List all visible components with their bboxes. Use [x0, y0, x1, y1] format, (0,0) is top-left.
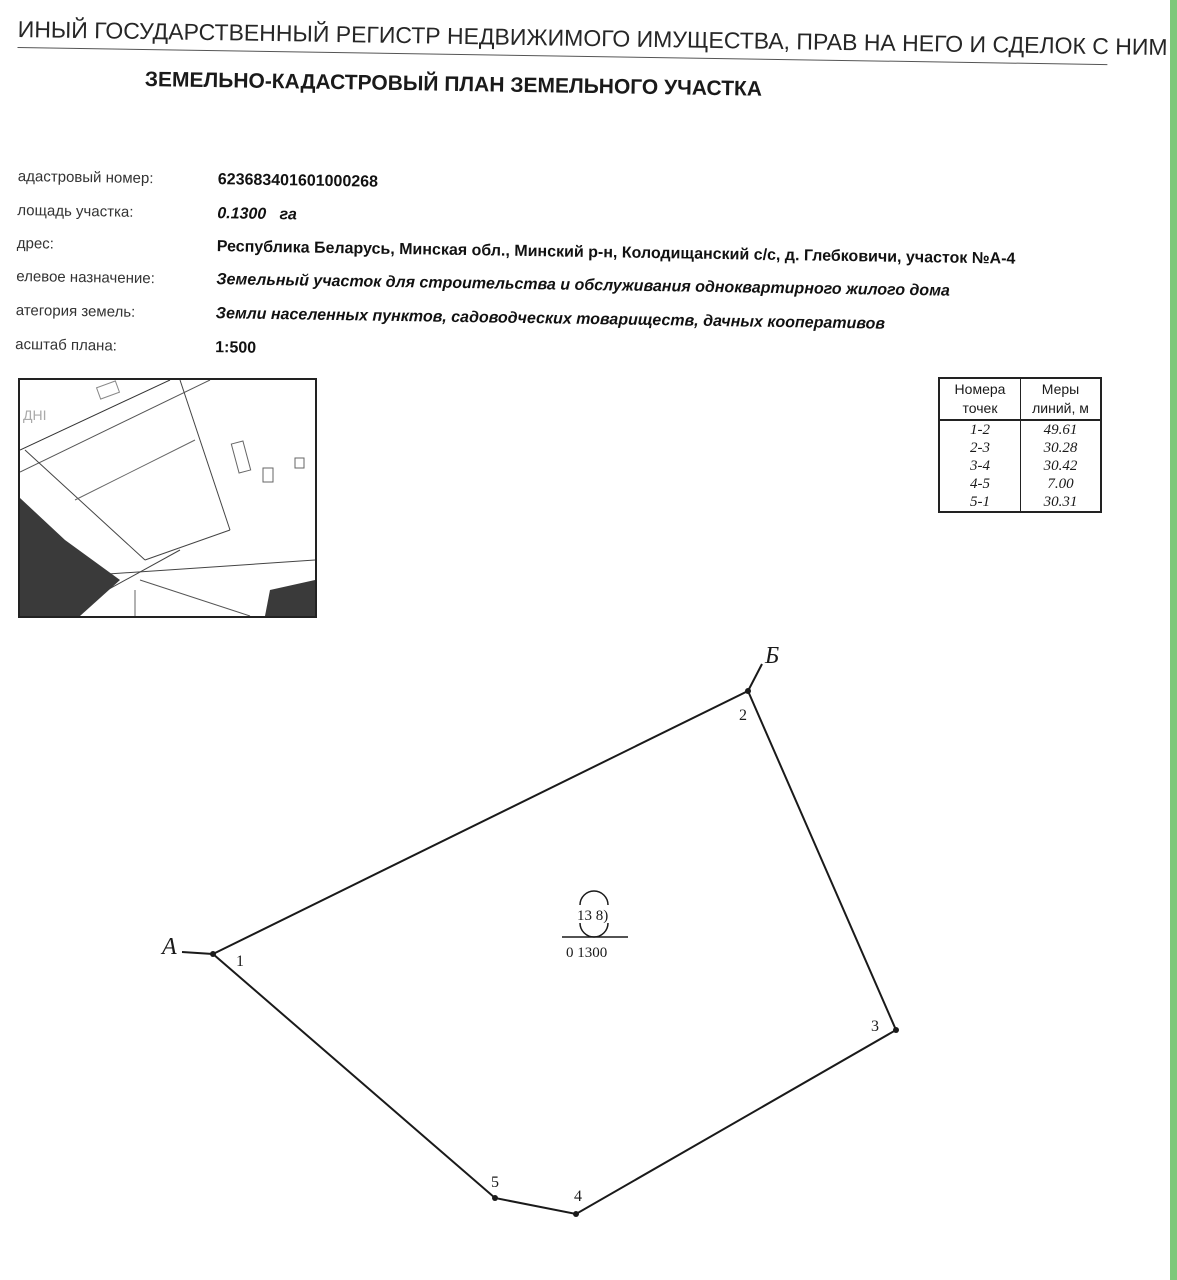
point-label-2: 2 [739, 707, 747, 724]
cadastral-label: адастровый номер: [17, 168, 154, 188]
overview-ghost-text: ДНI [23, 407, 47, 423]
point-pair: 2-3 [939, 439, 1021, 457]
scale-label: асштаб плана: [15, 335, 118, 355]
overview-dark-area [20, 498, 120, 616]
line-length: 30.31 [1021, 493, 1102, 512]
table-row [939, 475, 1101, 493]
point-label-4: 4 [574, 1188, 582, 1205]
area-value: 0.1300 га [217, 205, 297, 224]
area-label: лощадь участка: [17, 201, 134, 221]
overview-street-line [140, 580, 250, 616]
overview-building [97, 381, 120, 399]
parcel-boundary [213, 691, 896, 1214]
line-length: 49.61 [1021, 420, 1102, 439]
scale-value: 1:500 [215, 339, 257, 357]
line-length: 30.42 [1021, 457, 1102, 475]
registry-header: ИНЫЙ ГОСУДАРСТВЕННЫЙ РЕГИСТР НЕДВИЖИМОГО ИМУЩЕСТВА, ПРАВ НА НЕГО И СДЕЛОК С НИМ [17, 16, 1107, 65]
parcel-plan [0, 630, 1177, 1260]
point-pair: 3-4 [939, 457, 1021, 475]
header-point-numbers: Номера точек [939, 378, 1021, 420]
point-pair: 5-1 [939, 493, 1021, 512]
overview-parcel-line [180, 380, 230, 530]
leader-b-line [748, 664, 762, 691]
vertex-5 [492, 1195, 498, 1201]
category-label: атегория земель: [15, 301, 136, 321]
table-row [939, 493, 1101, 512]
point-label-5: 5 [491, 1174, 499, 1191]
vertex-3 [893, 1027, 899, 1033]
vertex-4 [573, 1211, 579, 1217]
point-a-letter: А [162, 934, 177, 960]
table-row [939, 439, 1101, 457]
cadastral-value: 623683401601000268 [217, 171, 379, 191]
overview-dark-area [265, 580, 315, 616]
point-pair: 1-2 [939, 420, 1021, 439]
overview-parcel-line [75, 440, 195, 500]
category-value: Земли населенных пунктов, садоводческих товариществ, дачных кооперативов [215, 305, 886, 333]
document-title: ЗЕМЕЛЬНО-КАДАСТРОВЫЙ ПЛАН ЗЕМЕЛЬНОГО УЧАСТКА [144, 68, 763, 101]
line-length: 7.00 [1021, 475, 1102, 493]
address-label: дрес: [16, 234, 55, 253]
purpose-label: елевое назначение: [16, 267, 155, 288]
line-measures-table [938, 377, 1102, 513]
overview-building [231, 441, 250, 473]
overview-map-drawing [20, 380, 315, 616]
overview-parcel-line [145, 530, 230, 560]
parcel-number-arc [580, 891, 608, 905]
parcel-area: 0 1300 [566, 945, 608, 961]
vertex-1 [210, 951, 216, 957]
overview-map [18, 378, 317, 618]
overview-building [263, 468, 273, 482]
purpose-value: Земельный участок для строительства и обслуживания одноквартирного жилого дома [216, 271, 951, 300]
line-length: 30.28 [1021, 439, 1102, 457]
leader-a-line [182, 952, 213, 954]
header-line-lengths: Меры линий, м [1021, 378, 1102, 420]
table-row [939, 420, 1101, 439]
point-label-3: 3 [871, 1018, 879, 1035]
overview-building [295, 458, 304, 468]
parcel-number: 13 8) [577, 908, 609, 924]
point-label-1: 1 [236, 953, 244, 970]
point-pair: 4-5 [939, 475, 1021, 493]
address-value: Республика Беларусь, Минская обл., Минский р-н, Колодищанский с/с, д. Глебковичи, участок №А-4 [216, 238, 1016, 268]
vertex-2 [745, 688, 751, 694]
parcel-number-arc [580, 923, 608, 937]
table-row [939, 457, 1101, 475]
point-b-letter: Б [765, 643, 780, 669]
